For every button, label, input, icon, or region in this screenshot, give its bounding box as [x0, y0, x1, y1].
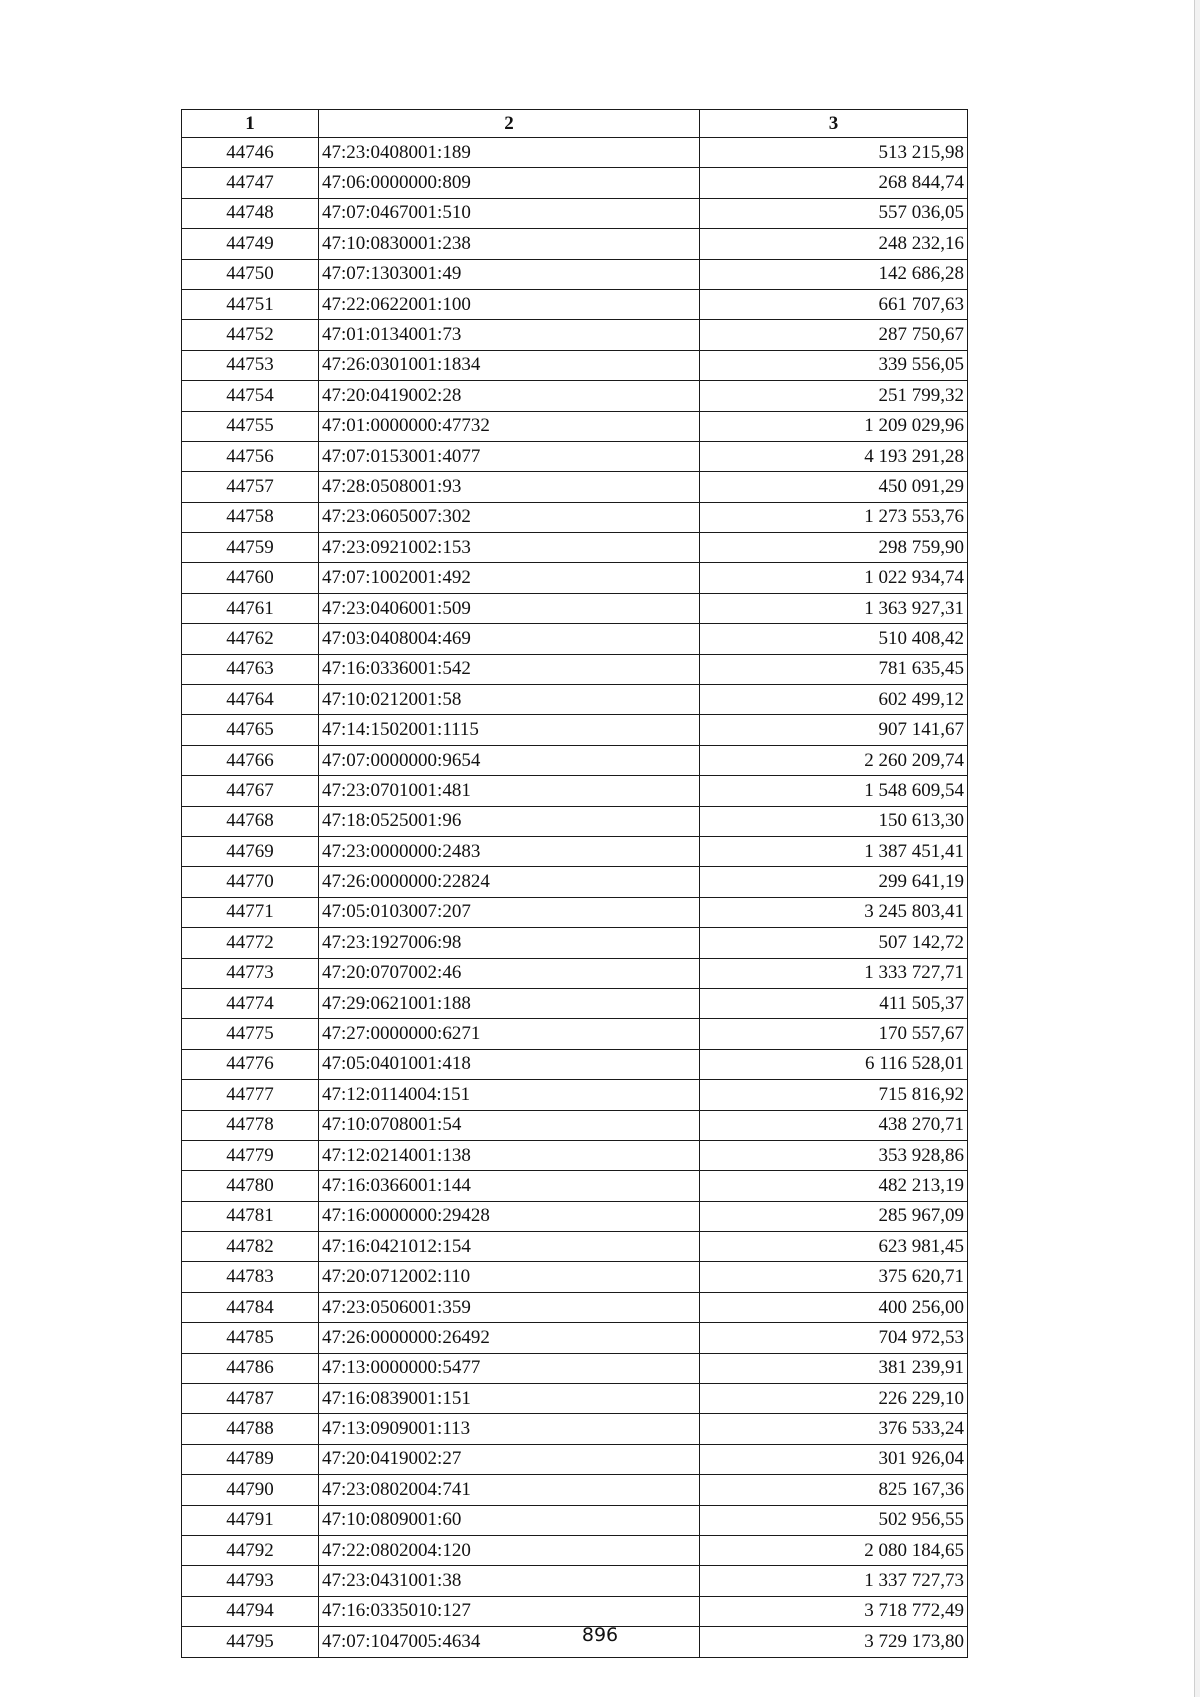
row-number-cell: 44751: [182, 289, 319, 319]
cadastral-value-cell: 375 620,71: [700, 1262, 968, 1292]
cadastral-number-cell: 47:16:0366001:144: [319, 1171, 700, 1201]
table-row: [182, 1414, 968, 1444]
cadastral-value-cell: 3 718 772,49: [700, 1596, 968, 1626]
table-row: [182, 1140, 968, 1170]
cadastral-value-cell: 353 928,86: [700, 1140, 968, 1170]
cadastral-number-cell: 47:07:1047005:4634: [319, 1627, 700, 1657]
row-number-cell: 44767: [182, 776, 319, 806]
cadastral-number-cell: 47:26:0000000:22824: [319, 867, 700, 897]
table-row: [182, 1596, 968, 1626]
cadastral-number-cell: 47:16:0000000:29428: [319, 1201, 700, 1231]
cadastral-number-cell: 47:06:0000000:809: [319, 168, 700, 198]
cadastral-value-cell: 299 641,19: [700, 867, 968, 897]
cadastral-value-cell: 1 209 029,96: [700, 411, 968, 441]
row-number-cell: 44790: [182, 1475, 319, 1505]
cadastral-value-cell: 170 557,67: [700, 1019, 968, 1049]
table-row: [182, 958, 968, 988]
row-number-cell: 44761: [182, 593, 319, 623]
table-row: [182, 685, 968, 715]
table-row: [182, 1110, 968, 1140]
cadastral-number-cell: 47:10:0830001:238: [319, 229, 700, 259]
table-row: [182, 1171, 968, 1201]
row-number-cell: 44766: [182, 745, 319, 775]
row-number-cell: 44746: [182, 138, 319, 168]
row-number-cell: 44774: [182, 988, 319, 1018]
row-number-cell: 44754: [182, 381, 319, 411]
page-number: 896: [581, 1624, 619, 1646]
cadastral-number-cell: 47:10:0809001:60: [319, 1505, 700, 1535]
row-number-cell: 44793: [182, 1566, 319, 1596]
cadastral-value-cell: 602 499,12: [700, 685, 968, 715]
cadastral-value-cell: 381 239,91: [700, 1353, 968, 1383]
header-col-1: 1: [182, 110, 319, 138]
table-row: [182, 1566, 968, 1596]
table-row: [182, 563, 968, 593]
cadastral-number-cell: 47:07:0000000:9654: [319, 745, 700, 775]
cadastral-number-cell: 47:23:0408001:189: [319, 138, 700, 168]
row-number-cell: 44769: [182, 836, 319, 866]
row-number-cell: 44765: [182, 715, 319, 745]
cadastral-number-cell: 47:16:0839001:151: [319, 1384, 700, 1414]
cadastral-number-cell: 47:26:0000000:26492: [319, 1323, 700, 1353]
row-number-cell: 44792: [182, 1535, 319, 1565]
row-number-cell: 44779: [182, 1140, 319, 1170]
row-number-cell: 44759: [182, 533, 319, 563]
cadastral-number-cell: 47:23:0431001:38: [319, 1566, 700, 1596]
cadastral-value-cell: 502 956,55: [700, 1505, 968, 1535]
cadastral-value-cell: 4 193 291,28: [700, 441, 968, 471]
cadastral-number-cell: 47:23:1927006:98: [319, 928, 700, 958]
table-row: [182, 593, 968, 623]
table-row: [182, 198, 968, 228]
row-number-cell: 44785: [182, 1323, 319, 1353]
cadastral-number-cell: 47:01:0134001:73: [319, 320, 700, 350]
row-number-cell: 44755: [182, 411, 319, 441]
cadastral-number-cell: 47:23:0000000:2483: [319, 836, 700, 866]
cadastral-number-cell: 47:10:0708001:54: [319, 1110, 700, 1140]
cadastral-value-cell: 3 729 173,80: [700, 1627, 968, 1657]
row-number-cell: 44756: [182, 441, 319, 471]
cadastral-number-cell: 47:05:0401001:418: [319, 1049, 700, 1079]
table-row: [182, 350, 968, 380]
table-row: [182, 1535, 968, 1565]
cadastral-value-cell: 248 232,16: [700, 229, 968, 259]
row-number-cell: 44780: [182, 1171, 319, 1201]
cadastral-number-cell: 47:01:0000000:47732: [319, 411, 700, 441]
cadastral-value-cell: 1 337 727,73: [700, 1566, 968, 1596]
row-number-cell: 44747: [182, 168, 319, 198]
cadastral-value-cell: 1 022 934,74: [700, 563, 968, 593]
table-row: [182, 168, 968, 198]
row-number-cell: 44794: [182, 1596, 319, 1626]
row-number-cell: 44762: [182, 624, 319, 654]
cadastral-number-cell: 47:22:0622001:100: [319, 289, 700, 319]
page-edge: [1194, 0, 1200, 1697]
cadastral-value-cell: 825 167,36: [700, 1475, 968, 1505]
cadastral-value-cell: 450 091,29: [700, 472, 968, 502]
cadastral-value-cell: 150 613,30: [700, 806, 968, 836]
cadastral-value-cell: 513 215,98: [700, 138, 968, 168]
cadastral-value-cell: 438 270,71: [700, 1110, 968, 1140]
table-row: [182, 1384, 968, 1414]
table-row: [182, 745, 968, 775]
cadastral-number-cell: 47:23:0605007:302: [319, 502, 700, 532]
cadastral-number-cell: 47:05:0103007:207: [319, 897, 700, 927]
table-row: [182, 897, 968, 927]
cadastral-value-cell: 781 635,45: [700, 654, 968, 684]
cadastral-value-cell: 507 142,72: [700, 928, 968, 958]
cadastral-number-cell: 47:13:0000000:5477: [319, 1353, 700, 1383]
cadastral-number-cell: 47:27:0000000:6271: [319, 1019, 700, 1049]
row-number-cell: 44788: [182, 1414, 319, 1444]
row-number-cell: 44768: [182, 806, 319, 836]
table-row: [182, 381, 968, 411]
cadastral-value-cell: 715 816,92: [700, 1080, 968, 1110]
row-number-cell: 44784: [182, 1292, 319, 1322]
cadastral-number-cell: 47:23:0802004:741: [319, 1475, 700, 1505]
cadastral-value-cell: 6 116 528,01: [700, 1049, 968, 1079]
table-row: [182, 533, 968, 563]
table-row: [182, 1080, 968, 1110]
table-row: [182, 411, 968, 441]
cadastral-number-cell: 47:10:0212001:58: [319, 685, 700, 715]
table-row: [182, 928, 968, 958]
table-row: [182, 1019, 968, 1049]
cadastral-value-cell: 287 750,67: [700, 320, 968, 350]
cadastral-number-cell: 47:16:0336001:542: [319, 654, 700, 684]
table-row: [182, 472, 968, 502]
table-row: [182, 836, 968, 866]
cadastral-value-cell: 285 967,09: [700, 1201, 968, 1231]
row-number-cell: 44760: [182, 563, 319, 593]
row-number-cell: 44782: [182, 1232, 319, 1262]
cadastral-value-cell: 1 333 727,71: [700, 958, 968, 988]
table-row: [182, 320, 968, 350]
cadastral-number-cell: 47:03:0408004:469: [319, 624, 700, 654]
table-row: [182, 441, 968, 471]
table-row: [182, 1292, 968, 1322]
cadastral-number-cell: 47:16:0421012:154: [319, 1232, 700, 1262]
row-number-cell: 44752: [182, 320, 319, 350]
cadastral-number-cell: 47:07:0153001:4077: [319, 441, 700, 471]
table-row: [182, 138, 968, 168]
table-row: [182, 715, 968, 745]
table-row: [182, 259, 968, 289]
row-number-cell: 44787: [182, 1384, 319, 1414]
table-row: [182, 776, 968, 806]
row-number-cell: 44777: [182, 1080, 319, 1110]
row-number-cell: 44778: [182, 1110, 319, 1140]
cadastral-number-cell: 47:20:0707002:46: [319, 958, 700, 988]
cadastral-number-cell: 47:20:0419002:28: [319, 381, 700, 411]
cadastral-value-cell: 557 036,05: [700, 198, 968, 228]
table-row: [182, 1505, 968, 1535]
table-row: [182, 229, 968, 259]
table-row: [182, 1475, 968, 1505]
cadastral-value-cell: 661 707,63: [700, 289, 968, 319]
cadastral-number-cell: 47:16:0335010:127: [319, 1596, 700, 1626]
row-number-cell: 44758: [182, 502, 319, 532]
cadastral-number-cell: 47:23:0701001:481: [319, 776, 700, 806]
table-row: [182, 806, 968, 836]
cadastral-number-cell: 47:12:0214001:138: [319, 1140, 700, 1170]
cadastral-value-cell: 1 273 553,76: [700, 502, 968, 532]
cadastral-number-cell: 47:14:1502001:1115: [319, 715, 700, 745]
row-number-cell: 44772: [182, 928, 319, 958]
cadastral-value-cell: 1 387 451,41: [700, 836, 968, 866]
row-number-cell: 44781: [182, 1201, 319, 1231]
row-number-cell: 44783: [182, 1262, 319, 1292]
cadastral-number-cell: 47:29:0621001:188: [319, 988, 700, 1018]
cadastral-number-cell: 47:12:0114004:151: [319, 1080, 700, 1110]
cadastral-number-cell: 47:22:0802004:120: [319, 1535, 700, 1565]
cadastral-number-cell: 47:13:0909001:113: [319, 1414, 700, 1444]
cadastral-number-cell: 47:23:0921002:153: [319, 533, 700, 563]
cadastral-number-cell: 47:18:0525001:96: [319, 806, 700, 836]
table-row: [182, 1262, 968, 1292]
table-row: [182, 1353, 968, 1383]
cadastral-value-cell: 482 213,19: [700, 1171, 968, 1201]
cadastral-value-cell: 704 972,53: [700, 1323, 968, 1353]
row-number-cell: 44749: [182, 229, 319, 259]
row-number-cell: 44757: [182, 472, 319, 502]
table-body: [182, 138, 968, 1658]
table-header: [182, 110, 968, 138]
row-number-cell: 44764: [182, 685, 319, 715]
table-row: [182, 1444, 968, 1474]
table-row: [182, 988, 968, 1018]
table-row: [182, 624, 968, 654]
cadastral-value-cell: 268 844,74: [700, 168, 968, 198]
row-number-cell: 44770: [182, 867, 319, 897]
cadastral-number-cell: 47:20:0419002:27: [319, 1444, 700, 1474]
row-number-cell: 44791: [182, 1505, 319, 1535]
header-col-3: 3: [700, 110, 968, 138]
cadastral-value-cell: 907 141,67: [700, 715, 968, 745]
cadastral-number-cell: 47:26:0301001:1834: [319, 350, 700, 380]
cadastral-value-cell: 1 363 927,31: [700, 593, 968, 623]
table-row: [182, 867, 968, 897]
row-number-cell: 44795: [182, 1627, 319, 1657]
table-row: [182, 654, 968, 684]
cadastral-value-cell: 301 926,04: [700, 1444, 968, 1474]
cadastral-number-cell: 47:07:1002001:492: [319, 563, 700, 593]
table-row: [182, 1232, 968, 1262]
cadastral-value-cell: 376 533,24: [700, 1414, 968, 1444]
row-number-cell: 44773: [182, 958, 319, 988]
table-row: [182, 289, 968, 319]
table-row: [182, 1323, 968, 1353]
cadastral-value-cell: 226 229,10: [700, 1384, 968, 1414]
cadastral-number-cell: 47:23:0406001:509: [319, 593, 700, 623]
cadastral-number-cell: 47:07:0467001:510: [319, 198, 700, 228]
row-number-cell: 44789: [182, 1444, 319, 1474]
cadastral-value-cell: 623 981,45: [700, 1232, 968, 1262]
row-number-cell: 44775: [182, 1019, 319, 1049]
row-number-cell: 44750: [182, 259, 319, 289]
row-number-cell: 44786: [182, 1353, 319, 1383]
row-number-cell: 44753: [182, 350, 319, 380]
cadastral-value-cell: 298 759,90: [700, 533, 968, 563]
row-number-cell: 44748: [182, 198, 319, 228]
cadastral-value-table: [181, 109, 968, 1658]
cadastral-number-cell: 47:07:1303001:49: [319, 259, 700, 289]
cadastral-value-cell: 2 260 209,74: [700, 745, 968, 775]
cadastral-value-cell: 510 408,42: [700, 624, 968, 654]
cadastral-value-cell: 251 799,32: [700, 381, 968, 411]
cadastral-value-cell: 3 245 803,41: [700, 897, 968, 927]
cadastral-value-cell: 411 505,37: [700, 988, 968, 1018]
row-number-cell: 44771: [182, 897, 319, 927]
header-row: [182, 110, 968, 138]
cadastral-value-cell: 1 548 609,54: [700, 776, 968, 806]
table-row: [182, 1201, 968, 1231]
cadastral-value-cell: 2 080 184,65: [700, 1535, 968, 1565]
cadastral-number-cell: 47:23:0506001:359: [319, 1292, 700, 1322]
row-number-cell: 44776: [182, 1049, 319, 1079]
table-row: [182, 502, 968, 532]
cadastral-number-cell: 47:28:0508001:93: [319, 472, 700, 502]
cadastral-value-cell: 400 256,00: [700, 1292, 968, 1322]
table-row: [182, 1049, 968, 1079]
cadastral-value-cell: 339 556,05: [700, 350, 968, 380]
header-col-2: 2: [319, 110, 700, 138]
cadastral-value-cell: 142 686,28: [700, 259, 968, 289]
cadastral-number-cell: 47:20:0712002:110: [319, 1262, 700, 1292]
row-number-cell: 44763: [182, 654, 319, 684]
